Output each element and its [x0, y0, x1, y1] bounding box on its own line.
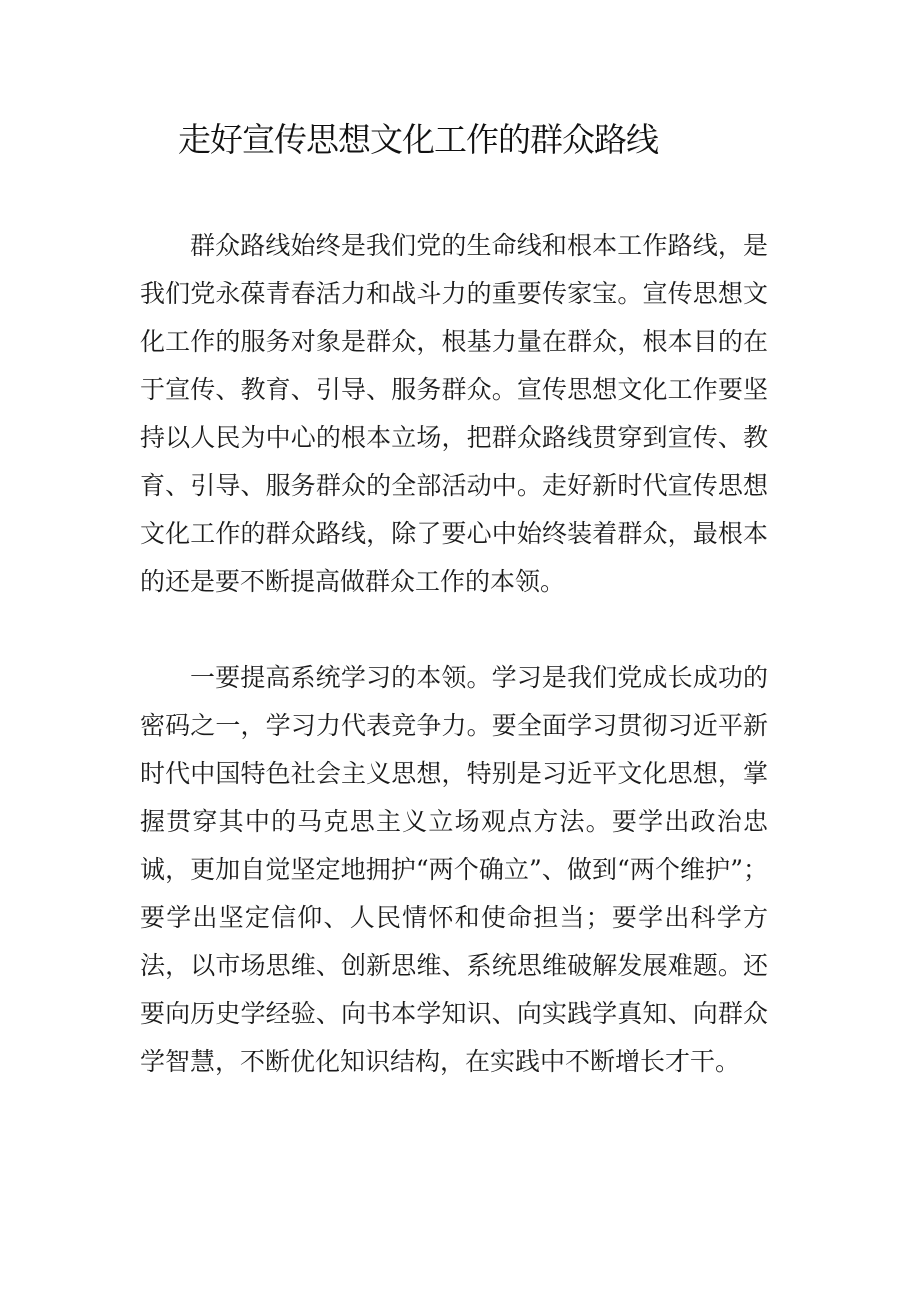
- document-title: 走好宣传思想文化工作的群众路线: [178, 120, 658, 159]
- paragraph-2: 一要提高系统学习的本领。学习是我们党成长成功的密码之一，学习力代表竞争力。要全面学习贯彻习近平新时代中国特色社会主义思想，特别是习近平文化思想，掌握贯穿其中的马克思主义立场观点方法。要学出政治忠诚，更加自觉坚定地拥护“两个确立”、做到“两个维护”；要学出坚定信仰、人民情怀和使命担当；要学出科学方法，以市场思维、创新思维、系统思维破解发展难题。还要向历史学经验、向书本学知识、向实践学真知、向群众学智慧，不断优化知识结构，在实践中不断增长才干。: [140, 663, 768, 1076]
- paragraph-1: 群众路线始终是我们党的生命线和根本工作路线，是我们党永葆青春活力和战斗力的重要传家宝。宣传思想文化工作的服务对象是群众，根基力量在群众，根本目的在于宣传、教育、引导、服务群众。宣传思想文化工作要坚持以人民为中心的根本立场，把群众路线贯穿到宣传、教育、引导、服务群众的全部活动中。走好新时代宣传思想文化工作的群众路线，除了要心中始终装着群众，最根本的还是要不断提高做群众工作的本领。: [140, 231, 768, 596]
